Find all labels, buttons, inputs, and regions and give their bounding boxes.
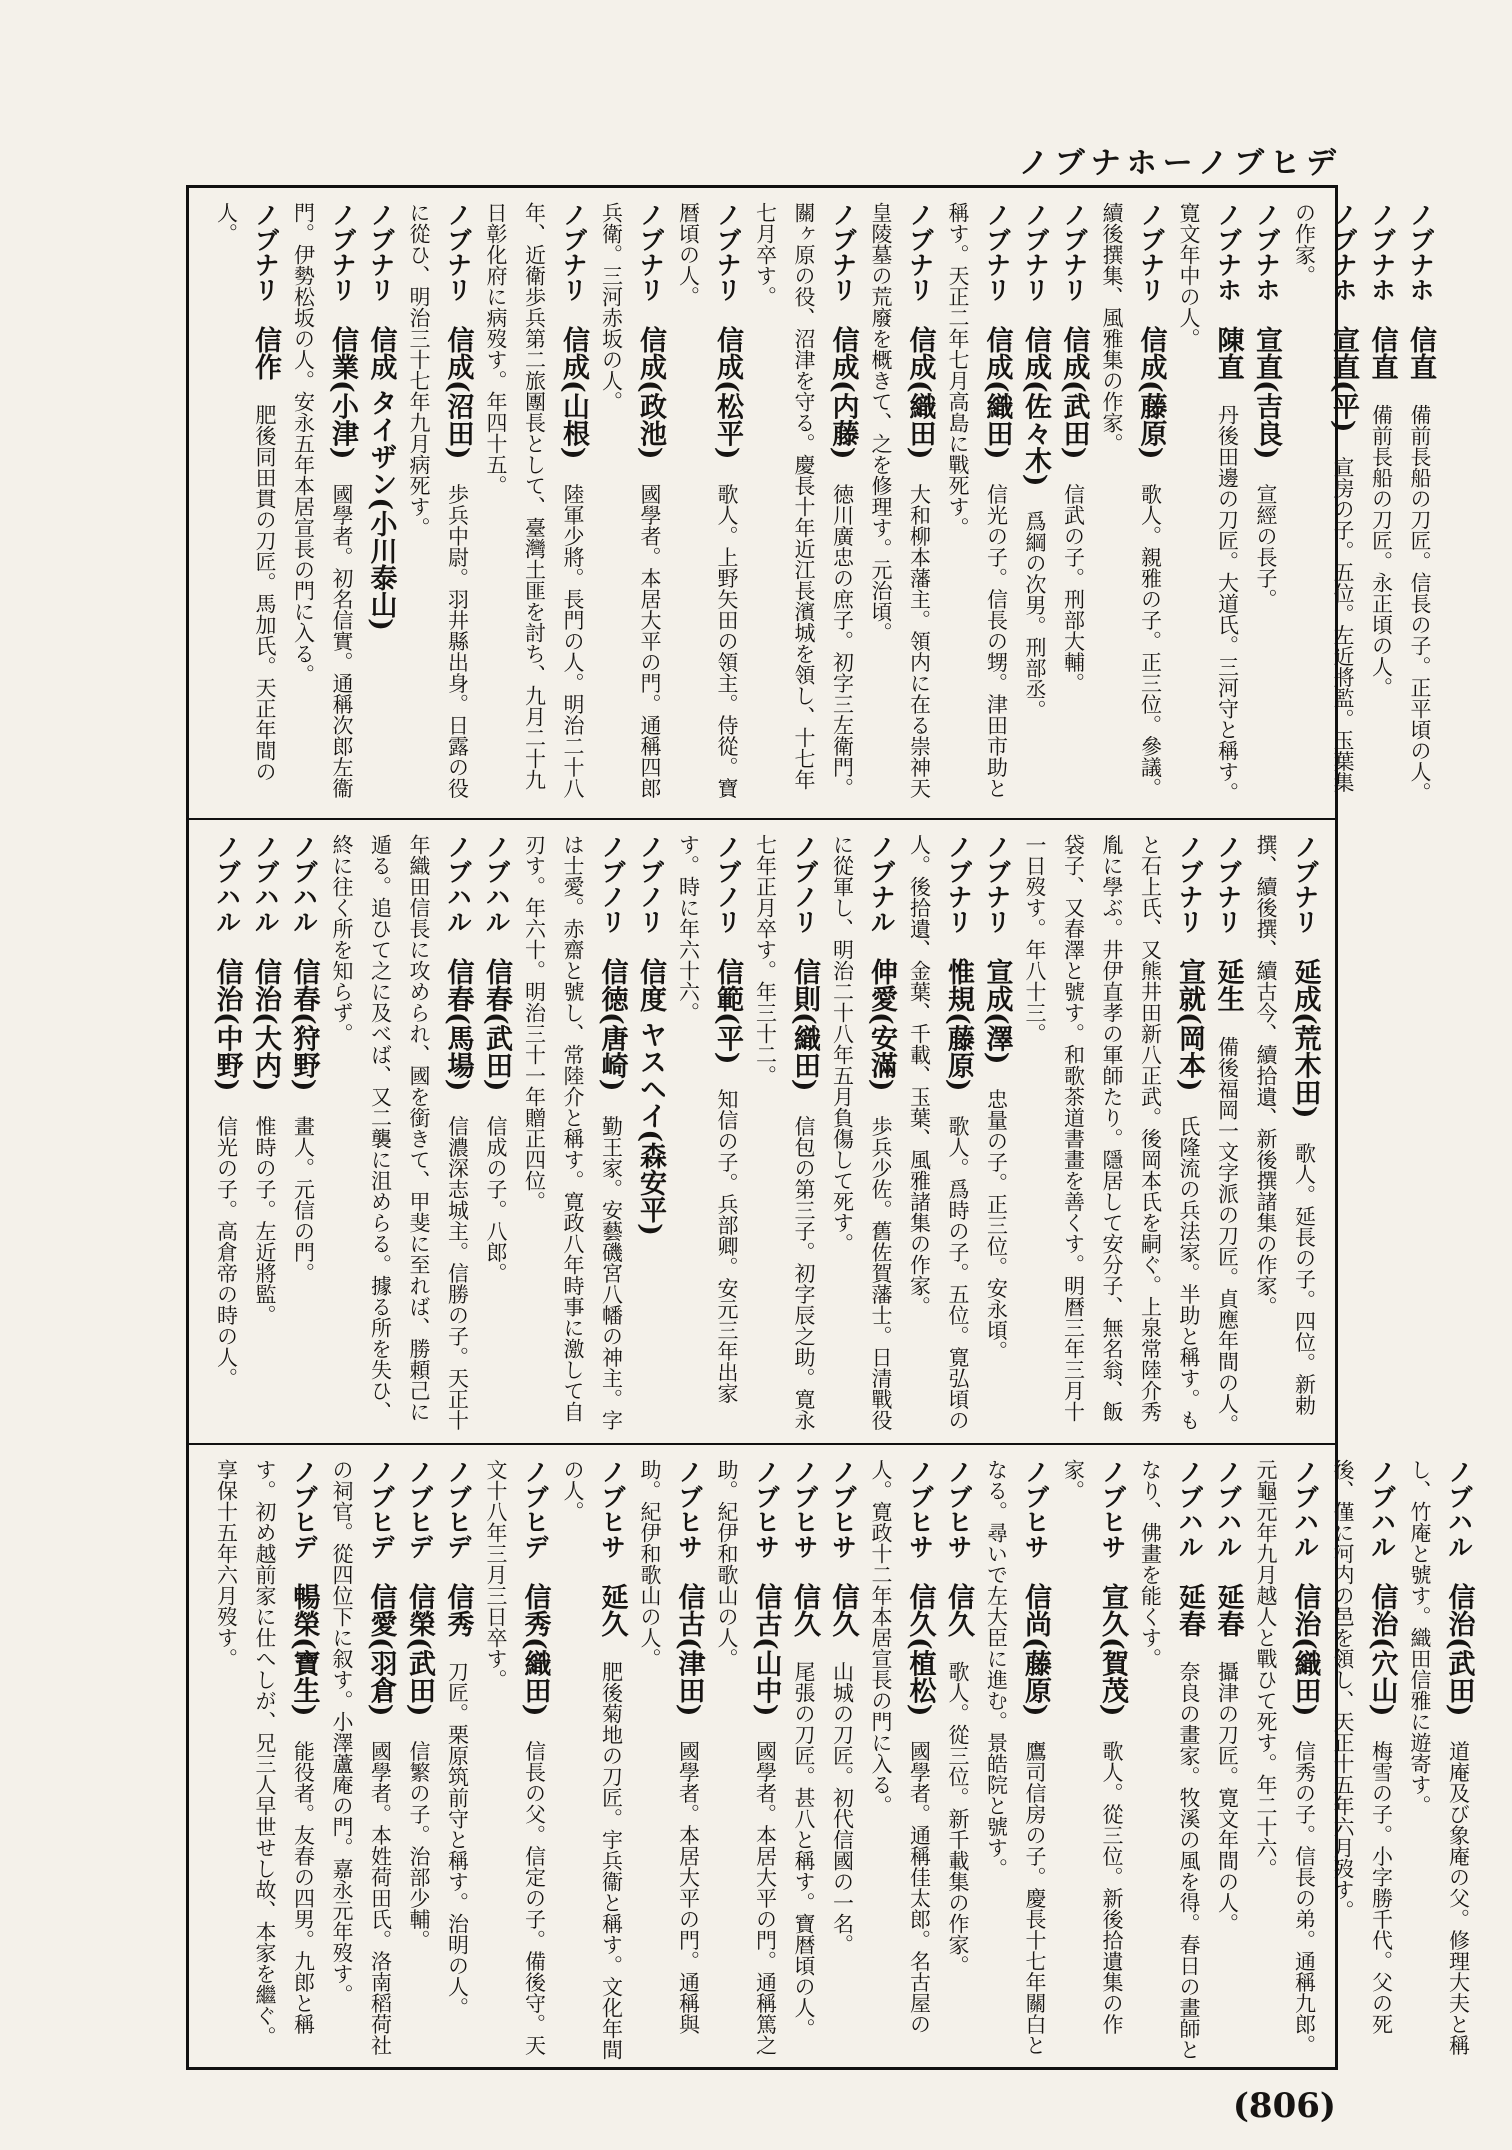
entry-description: 氏隆流の兵法家。半助と稱す。もと石上氏、又熊井田新八正武。後岡本氏を嗣ぐ。上泉常陸介秀胤に學ぶ。井伊直孝の軍師たり。隱居して安分子、無名翁、飯袋子、又春澤と號す。和歌茶道書畫を善くす。明暦三年三月十一日歿す。年八十三。: [1023, 834, 1201, 1431]
dictionary-entry: [1247, 202, 1286, 810]
entry-description: 歌人。爲時の子。五位。寛弘頃の人。後拾遺、金葉、千載、玉葉、風雅諸集の作家。: [907, 834, 970, 1431]
dictionary-entry: [669, 834, 746, 1437]
entry-head: ノブナホ: [1329, 202, 1358, 302]
entry-head: ノブナリ: [366, 202, 396, 302]
entry-head: ノブナホ: [1252, 202, 1281, 302]
entry-name: 信秀(織田): [519, 1583, 551, 1717]
entry-head: ノブハル: [482, 834, 511, 934]
dictionary-entry: [1401, 202, 1440, 810]
entry-head: ノブヒデ: [366, 1459, 396, 1559]
entry-list: [189, 820, 1342, 1445]
entry-description: 國學者。通稱佳太郎。名古屋の人。寛政十二年本居宣長の門に入る。: [869, 1459, 932, 2035]
entry-description: 信光の子。高倉帝の時の人。: [214, 1115, 239, 1389]
band-top: [189, 188, 1436, 818]
dictionary-entry: [1016, 202, 1055, 810]
dictionary-entry: [862, 202, 939, 810]
dictionary-entry: [284, 834, 323, 1437]
entry-description: 信秀の子。信長の弟。通稱九郎。元龜元年九月越人と戰ひて死す。年二十六。: [1254, 1459, 1317, 2056]
entry-description: 大和柳本藩主。領内に在る崇神天皇陵墓の荒廢を概きて、之を修理す。元治頃。: [869, 202, 932, 799]
entry-name: 信作: [250, 326, 281, 380]
entry-description: 梅雪の子。小字勝千代。父の死後、僅に河内の邑を領し、天正十五年六月歿す。: [1331, 1459, 1394, 2035]
entry-name: 信度 ヤスヘイ(森安平): [635, 958, 666, 1236]
entry-name: 信治(武田): [1443, 1583, 1475, 1717]
dictionary-entry: [323, 834, 477, 1437]
entry-name: 信成(沼田): [442, 326, 474, 460]
entry-name: 延生: [1212, 958, 1244, 1012]
entry-description: 勤王家。安藝磯宮八幡の神主。字は士愛。赤齋と號し、常陸介と稱す。寛政八年時事に激して自刃す。年六十。明治三十一年贈正四位。: [522, 834, 624, 1431]
entry-name: 信成(内藤): [827, 326, 859, 460]
entry-name: 信則(織田): [789, 958, 820, 1092]
entry-name: 信治(大内): [250, 958, 281, 1092]
entry-description: 山城の刀匠。初代信國の一名。: [830, 1661, 855, 1955]
dictionary-entry: [1208, 1459, 1247, 2067]
entry-head: ノブヒサ: [597, 1459, 627, 1559]
entry-head: ノブノリ: [790, 834, 819, 934]
band-middle: [189, 818, 1335, 1445]
entry-head: ノブナリ: [828, 202, 858, 302]
entry-description: 道庵及び象庵の父。修理大夫と稱し、竹庵と號す。織田信雅に遊寄す。: [1408, 1459, 1471, 2056]
entry-name: 信春(狩野): [288, 958, 320, 1092]
dictionary-entry: [1054, 1459, 1131, 2067]
dictionary-entry: [477, 834, 516, 1437]
dictionary-entry: [1247, 1459, 1324, 2067]
entry-description: 鷹司信房の子。慶長十七年關白となる。尋いで左大臣に進む。景皓院と號す。: [984, 1459, 1047, 2056]
entry-name: 信榮(武田): [404, 1583, 435, 1717]
entry-description: 知信の子。兵部卿。安元三年出家す。時に年六十六。: [676, 834, 739, 1404]
dictionary-entry: [323, 1459, 400, 2067]
entry-head: ノブヒサ: [1021, 1459, 1050, 1559]
entry-description: 畫人。元信の門。: [291, 1115, 316, 1284]
entry-description: 國學者。初名信實。通稱次郎左衞門。伊勢松坂の人。安永五年本居宣長の門に入る。: [291, 202, 354, 799]
entry-name: 信成(佐々木): [1020, 326, 1051, 487]
entry-name: 信尚(藤原): [1020, 1583, 1051, 1717]
entry-head: ノブナホ: [1406, 202, 1435, 302]
dictionary-entry: [1131, 1459, 1208, 2067]
dictionary-entry: [1016, 834, 1209, 1437]
entry-head: ノブノリ: [713, 834, 742, 934]
dictionary-entry: [207, 202, 284, 810]
entry-name: 信範(平): [712, 958, 743, 1065]
dictionary-entry: [631, 834, 670, 1437]
dictionary-entry: [900, 834, 977, 1437]
entry-description: 宣房の子。五位。左近將監。玉葉集の作家。: [1292, 202, 1355, 793]
entry-head: ノブハル: [1213, 1459, 1243, 1559]
entry-head: ノブヒデ: [289, 1459, 319, 1559]
dictionary-entry: [438, 1459, 477, 2067]
entry-name: 信成(武田): [1058, 326, 1090, 460]
dictionary-entry: [631, 1459, 708, 2067]
entry-head: ノブナル: [867, 834, 896, 934]
dictionary-entry: [823, 1459, 862, 2067]
band-bottom: [189, 1443, 1475, 2075]
entry-description: 歌人。延長の子。四位。新勅撰、續後撰、續古今、續拾遺、新後撰諸集の作家。: [1254, 834, 1317, 1416]
dictionary-entry: [823, 834, 900, 1437]
entry-name: 信愛(羽倉): [365, 1583, 397, 1717]
dictionary-entry: [785, 1459, 824, 2067]
entry-name: 信成(松平): [712, 326, 743, 460]
entry-name: 信治(中野): [211, 958, 243, 1092]
entry-head: ノブナリ: [713, 202, 742, 302]
dictionary-entry: [554, 1459, 631, 2067]
entry-head: ノブナリ: [443, 202, 473, 302]
dictionary-entry: [477, 202, 593, 810]
dictionary-entry: [592, 202, 669, 810]
entry-head: ノブヒサ: [828, 1459, 858, 1559]
entry-head: ノブナホ: [1213, 202, 1243, 302]
entry-name: 延久: [596, 1583, 628, 1637]
entry-description: 歌人。從三位。新後拾遺集の作家。: [1061, 1459, 1124, 2035]
entry-head: ノブナリ: [1213, 834, 1243, 934]
entry-description: 信包の第三子。初字辰之助。寛永七年正月卒す。年三十二。: [753, 834, 816, 1431]
entry-head: ノブナリ: [1059, 202, 1089, 302]
entry-head: ノブヒサ: [790, 1459, 819, 1559]
entry-description: 丹後田邊の刀匠。大道氏。三河守と稱す。寛文年中の人。: [1177, 202, 1240, 803]
entry-name: 信直: [1405, 326, 1436, 380]
entry-name: 信古(山中): [750, 1583, 782, 1717]
entry-head: ノブナリ: [982, 202, 1012, 302]
dictionary-entry: [400, 1459, 439, 2067]
entry-description: 信武の子。刑部大輔。: [1061, 483, 1086, 694]
entry-head: ノブナリ: [1021, 202, 1050, 302]
entry-description: 肥後同田貫の刀匠。馬加氏。天正年間の人。: [214, 202, 277, 782]
entry-head: ノブヒデ: [520, 1459, 550, 1559]
dictionary-entry: [862, 1459, 939, 2067]
entry-name: 信成 タイザン(小川泰山): [365, 326, 397, 631]
dictionary-entry: [977, 1459, 1054, 2067]
entry-description: 歌人。從三位。新千載集の作家。: [946, 1661, 970, 1976]
entry-description: 備前長船の刀匠。永正頃の人。: [1369, 404, 1394, 698]
entry-description: 備後福岡一文字派の刀匠。貞應年間の人。: [1215, 1036, 1240, 1435]
entry-name: 延春: [1212, 1583, 1244, 1637]
entry-description: 國學者。本居大平の門。通稱四郎兵衛。三河赤坂の人。: [599, 202, 662, 799]
entry-name: 延成(荒木田): [1289, 958, 1321, 1119]
dictionary-entry: [939, 202, 1016, 810]
entry-head: ノブナリ: [1175, 834, 1204, 934]
entry-description: 能役者。友春の四男。九郎と稱す。初め越前家に仕へしが、兄三人早世せし故、本家を繼ぐ。享保十五年六月歿す。: [214, 1459, 316, 2047]
entry-description: 信濃深志城主。信勝の子。天正十年織田信長に攻められ、國を銜きて、甲斐に至れば、勝頼己に遁る。追ひて之に及べば、又二襲に沮めらる。據る所を失ひ、終に往く所を知らず。: [330, 834, 470, 1431]
entry-head: ノブナリ: [1290, 834, 1320, 934]
entry-description: 國學者。本居大平の門。通稱與助。紀伊和歌山の人。: [638, 1459, 701, 2035]
dictionary-entry: [1247, 834, 1324, 1437]
dictionary-entry: [708, 1459, 785, 2067]
dictionary-entry: [207, 1459, 323, 2067]
entry-description: 信光の子。信長の甥。津田市助と稱す。天正二年七月高島に戰死す。: [946, 202, 1009, 799]
entry-name: 信成(政池): [635, 326, 666, 460]
entry-name: 信直: [1366, 326, 1398, 380]
entry-description: 刀匠。栗原筑前守と稱す。治明の人。: [445, 1661, 470, 2018]
entry-name: 陳直: [1212, 326, 1244, 380]
entry-head: ノブナリ: [1136, 202, 1166, 302]
dictionary-entry: [1170, 202, 1247, 810]
entry-name: 宣直(平): [1328, 326, 1359, 433]
running-head: ノブナホーノブヒデ: [1018, 146, 1342, 181]
entry-head: ノブハル: [1444, 1459, 1474, 1559]
entry-list: [189, 1445, 1496, 2075]
entry-head: ノブヒサ: [944, 1459, 973, 1559]
entry-name: 信徳(唐崎): [596, 958, 628, 1092]
dictionary-entry: [515, 834, 631, 1437]
entry-description: 信成の子。八郎。: [484, 1115, 508, 1284]
dictionary-entry: [977, 834, 1016, 1437]
entry-name: 伸愛(安滿): [866, 958, 897, 1092]
entry-head: ノブノリ: [597, 834, 627, 934]
entry-name: 信久: [827, 1583, 859, 1637]
entry-head: ノブヒデ: [443, 1459, 473, 1559]
entry-description: 爲綱の次男。刑部丞。: [1023, 510, 1047, 721]
dictionary-entry: [1324, 1459, 1401, 2067]
entry-head: ノブハル: [251, 834, 280, 934]
entry-head: ノブヒデ: [405, 1459, 434, 1559]
entry-description: 奈良の畫家。牧溪の風を得。春日の畫師となり、佛畫を能くす。: [1138, 1459, 1201, 2060]
entry-name: 宣直(吉良): [1251, 326, 1282, 460]
entry-head: ノブナリ: [559, 202, 588, 302]
dictionary-entry: [246, 834, 285, 1437]
entry-description: 肥後菊地の刀匠。宇兵衞と稱す。文化年間の人。: [561, 1459, 624, 2060]
entry-name: 信成(織田): [981, 326, 1013, 460]
dictionary-entry: [746, 202, 862, 810]
entry-name: 宣久(賀茂): [1097, 1583, 1128, 1717]
entry-name: 信秀: [442, 1583, 474, 1637]
entry-head: ノブハル: [1367, 1459, 1397, 1559]
entry-head: ノブナリ: [328, 202, 357, 302]
dictionary-entry: [939, 1459, 978, 2067]
dictionary-entry: [1208, 834, 1247, 1437]
dictionary-entry: [1362, 202, 1401, 810]
entry-head: ノブヒサ: [905, 1459, 935, 1559]
entry-name: 信古(津田): [673, 1583, 705, 1717]
entry-head: ノブナリ: [982, 834, 1012, 934]
dictionary-entry: [746, 834, 823, 1437]
entry-head: ノブハル: [1290, 1459, 1320, 1559]
entry-head: ノブハル: [443, 834, 473, 934]
dictionary-entry: [284, 202, 361, 810]
entry-description: 歌人。親雅の子。正三位。參議。續後撰集、風雅集の作家。: [1100, 202, 1163, 799]
entry-name: 宣就(岡本): [1174, 958, 1205, 1092]
entry-list: [189, 188, 1457, 818]
entry-name: 宣成(澤): [981, 958, 1013, 1065]
entry-description: 宣經の長子。: [1254, 483, 1278, 610]
dictionary-entry: [1401, 1459, 1478, 2067]
entry-head: ノブナリ: [905, 202, 935, 302]
entry-description: 歩兵少佐。舊佐賀藩士。日清戰役に從軍し、明治二十八年五月負傷して死す。: [830, 834, 893, 1431]
entry-head: ノブヒサ: [751, 1459, 781, 1559]
dictionary-entry: [477, 1459, 554, 2067]
dictionary-entry: [1285, 202, 1362, 810]
dictionary-entry: [207, 834, 246, 1437]
page-number: (806): [1232, 2086, 1336, 2126]
entry-description: 信長の父。信定の子。備後守。天文十八年三月三日卒す。: [484, 1459, 547, 2056]
entry-head: ノブナホ: [1367, 202, 1397, 302]
entry-name: 信久: [943, 1583, 974, 1637]
page-frame: [186, 185, 1475, 2070]
entry-description: 惟時の子。左近將監。: [253, 1115, 277, 1326]
entry-name: 信久(植松): [904, 1583, 936, 1717]
dictionary-entry: [669, 202, 746, 810]
entry-name: 信春(武田): [481, 958, 512, 1092]
entry-name: 信春(馬場): [442, 958, 474, 1092]
entry-head: ノブヒサ: [674, 1459, 704, 1559]
entry-description: 備前長船の刀匠。信長の子。正平頃の人。: [1408, 404, 1432, 803]
dictionary-entry: [400, 202, 477, 810]
entry-name: 惟規(藤原): [943, 958, 974, 1092]
entry-description: 歩兵中尉。羽井縣出身。日露の役に從ひ、明治三十七年九月病死す。: [407, 202, 470, 799]
entry-description: 攝津の刀匠。寛文年間の人。: [1215, 1661, 1240, 1934]
entry-head: ノブハル: [212, 834, 242, 934]
entry-description: 忠量の子。正三位。安永頃。: [984, 1088, 1009, 1362]
entry-head: ノブヒサ: [1098, 1459, 1127, 1559]
dictionary-entry: [1093, 202, 1170, 810]
entry-description: 徳川廣忠の庶子。初字三左衛門。關ヶ原の役、沼津を守る。慶長十年近江長濱城を領し、十七年七月卒す。: [753, 202, 855, 799]
entry-name: 延春: [1174, 1583, 1205, 1637]
entry-description: 陸軍少將。長門の人。明治二十八年、近衛歩兵第二旅團長として、臺灣土匪を討ち、九月二十九日彰化府に病歿す。年四十五。: [484, 202, 585, 799]
entry-name: 信業(小津): [327, 326, 358, 460]
entry-head: ノブハル: [289, 834, 319, 934]
entry-name: 信成(山根): [558, 326, 589, 460]
entry-name: 信治(穴山): [1366, 1583, 1398, 1717]
dictionary-entry: [361, 202, 400, 810]
entry-name: 信治(織田): [1289, 1583, 1321, 1717]
entry-head: ノブノリ: [636, 834, 665, 934]
entry-head: ノブナリ: [636, 202, 665, 302]
entry-name: 信成(織田): [904, 326, 936, 460]
entry-description: 歌人。上野矢田の領主。侍從。寶暦頃の人。: [676, 202, 739, 799]
dictionary-entry: [1054, 202, 1093, 810]
entry-head: ノブハル: [1175, 1459, 1204, 1559]
entry-name: 暢榮(寶生): [288, 1583, 320, 1717]
entry-head: ノブナリ: [251, 202, 280, 302]
entry-description: 信繁の子。治部少輔。: [407, 1740, 431, 1951]
entry-description: 尾張の刀匠。甚八と稱す。寶暦頃の人。: [792, 1661, 816, 2039]
entry-description: 國學者。本居大平の門。通稱篤之助。紀伊和歌山の人。: [715, 1459, 778, 2056]
entry-head: ノブナリ: [944, 834, 973, 934]
entry-name: 信成(藤原): [1135, 326, 1167, 460]
entry-description: 國學者。本姓荷田氏。洛南稻荷社の祠官。從四位下に叙す。小澤蘆庵の門。嘉永元年歿す。: [330, 1459, 393, 2056]
entry-name: 信久: [789, 1583, 820, 1637]
